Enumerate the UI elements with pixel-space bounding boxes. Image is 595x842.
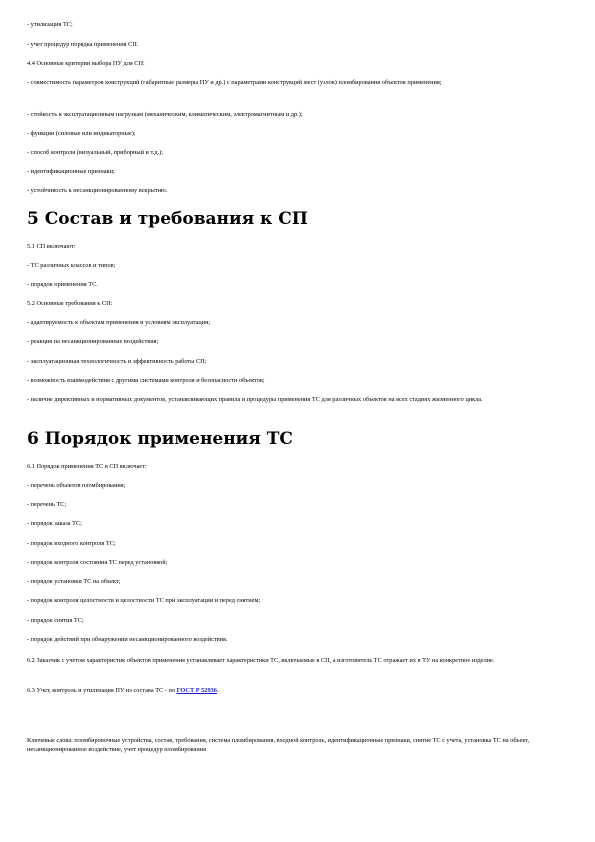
- paragraph: 6.1 Порядок применения ТС в СП включает:: [27, 463, 147, 470]
- list-item: - учет процедур порядка применения СП.: [27, 41, 139, 48]
- section-heading: 5 Состав и требования к СП: [27, 209, 308, 229]
- paragraph: 5.1 СП включают:: [27, 243, 76, 250]
- paragraph-end: .: [216, 687, 219, 694]
- list-item: - порядок установки ТС на объект;: [27, 578, 121, 585]
- list-item: - порядок действий при обнаружении несанкционированного воздействия.: [27, 636, 228, 643]
- list-item: - стойкость к эксплуатационным нагрузкам (механическим, климатическим, электромагнитным и др.);: [27, 111, 303, 118]
- list-item: - порядок снятия ТС;: [27, 617, 84, 624]
- paragraph-text: 6.3 Учет, контроль и утилизация ПУ из состава ТС - по: [27, 687, 175, 694]
- list-item: - устойчивость к несанкционированному вскрытию.: [27, 187, 168, 194]
- subsection-title: 4.4 Основные критерии выбора ПУ для СП:: [27, 60, 145, 67]
- list-item: - утилизация ТС;: [27, 21, 73, 28]
- list-item: - порядок контроля состояния ТС перед установкой;: [27, 559, 168, 566]
- list-item: - функции (силовые или индикаторные);: [27, 130, 136, 137]
- list-item: - порядок входного контроля ТС;: [27, 540, 116, 547]
- gost-link[interactable]: ГОСТ Р 52936: [176, 687, 217, 694]
- list-item: - перечень объектов пломбирования;: [27, 482, 126, 489]
- list-item: - совместимость параметров конструкций (габаритные размеры ПУ и др.) с параметрами конструкций мест (узлов) пломбирования объектов применения;: [27, 79, 442, 86]
- list-item: - реакция на несанкционированные воздействия;: [27, 338, 159, 345]
- list-item: - ТС различных классов и типов;: [27, 262, 116, 269]
- paragraph: [27, 686, 557, 695]
- paragraph: 6.2 Заказчик с учетом характеристик объектов применения устанавливает характеристики ТС, включаемые в СП, а изготовитель ТС отражает их в ТУ на конкретное изделие.: [27, 657, 495, 664]
- list-item: - перечень ТС;: [27, 501, 67, 508]
- keywords: Ключевые слова: пломбировочные устройства, состав, требования, система пломбирования, входной контроль, идентификационные признаки, снятие ТС с учета, установка ТС на объект, несанкционированное воздействие, учет процедур пломбирования: [27, 737, 530, 753]
- section-heading: 6 Порядок применения ТС: [27, 429, 293, 449]
- list-item: - способ контроля (визуальный, приборный и т.д.);: [27, 149, 163, 156]
- subsection-title: 5.2 Основные требования к СП:: [27, 300, 113, 307]
- list-item: - порядок заказа ТС;: [27, 520, 82, 527]
- list-item: - адаптируемость к объектам применения и условиям эксплуатации;: [27, 319, 211, 326]
- list-item: - возможность взаимодействия с другими системами контроля и безопасности объектов;: [27, 377, 265, 384]
- list-item: - наличие директивных и нормативных документов, устанавливающих правила и процедуры применения ТС для различных объектов на всех стадиях жизненного цикла.: [27, 396, 483, 403]
- list-item: - порядок применения ТС.: [27, 281, 98, 288]
- list-item: - порядок контроля целостности и целостности ТС при эксплуатации и перед снятием;: [27, 597, 261, 604]
- list-item: - идентификационные признаки;: [27, 168, 115, 175]
- list-item: - эксплуатационная технологичность и эффективность работы СП;: [27, 358, 207, 365]
